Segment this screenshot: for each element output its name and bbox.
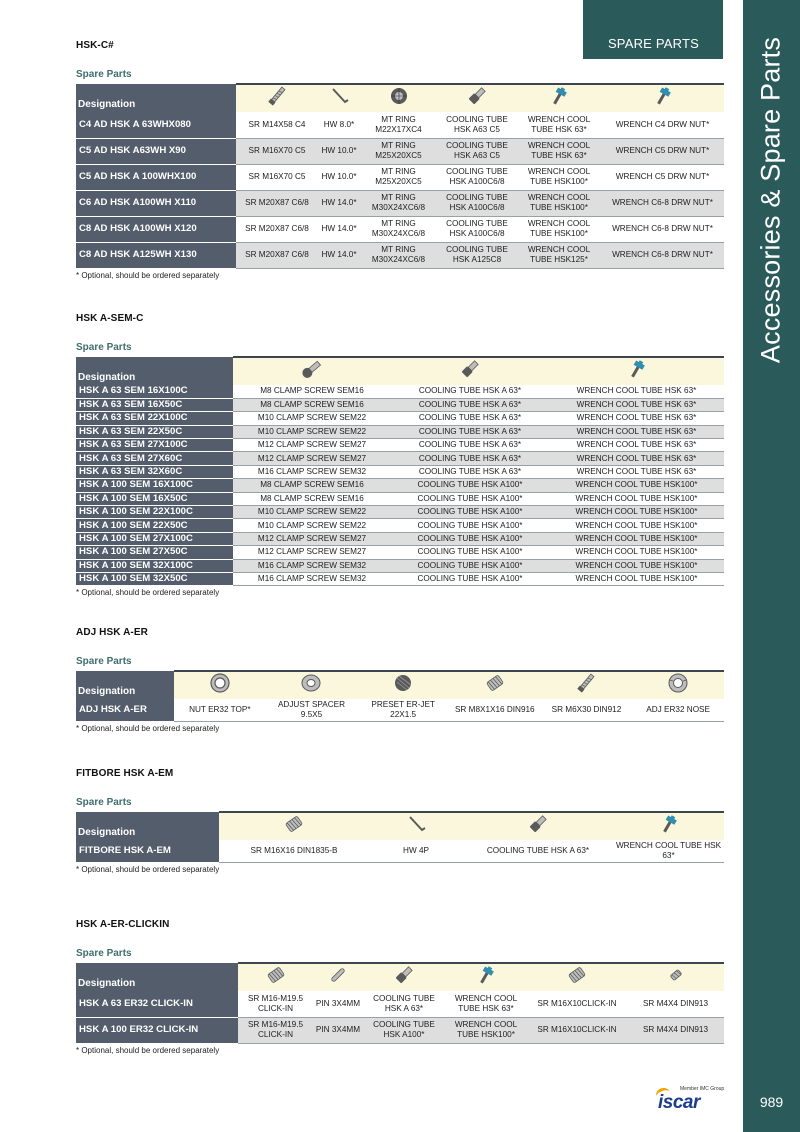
part-cell: COOLING TUBE HSK A100* [391, 572, 549, 585]
designation-cell: C4 AD HSK A 63WHX080 [76, 112, 236, 138]
cooling-tube-icon [463, 85, 491, 112]
part-cell: M10 CLAMP SCREW SEM22 [233, 519, 391, 532]
spare-parts-table [76, 83, 724, 269]
part-icon-cell [632, 671, 724, 699]
part-icon-cell [541, 671, 633, 699]
table-row [76, 425, 724, 438]
table-row [76, 412, 724, 425]
designation-cell: HSK A 63 SEM 27X60C [76, 452, 233, 465]
screw-icon [263, 85, 291, 112]
part-cell: WRENCH COOL TUBE HSK100* [517, 190, 601, 216]
part-cell: WRENCH COOL TUBE HSK 63* [549, 412, 724, 425]
part-cell: HW 4P [369, 840, 463, 863]
part-cell: COOLING TUBE HSK A100* [391, 532, 549, 545]
part-icon-cell [233, 357, 391, 385]
table-row [76, 572, 724, 585]
part-cell: WRENCH COOL TUBE HSK100* [445, 1017, 527, 1043]
part-cell: COOLING TUBE HSK A100C6/8 [437, 164, 517, 190]
part-cell: WRENCH COOL TUBE HSK 63* [549, 398, 724, 411]
hex-key-icon [325, 85, 353, 112]
designation-cell: HSK A 63 SEM 32X60C [76, 465, 233, 478]
part-cell: COOLING TUBE HSK A100* [391, 479, 549, 492]
table-row [76, 398, 724, 411]
side-title-area [743, 0, 800, 420]
part-cell: COOLING TUBE HSK A 63* [391, 439, 549, 452]
table-row [76, 190, 724, 216]
section-subtitle: Spare Parts [76, 656, 132, 667]
table-row [76, 546, 724, 559]
part-icon-cell [549, 357, 724, 385]
designation-cell: C5 AD HSK A 100WHX100 [76, 164, 236, 190]
designation-header: Designation [76, 963, 238, 991]
part-cell: COOLING TUBE HSK A63 C5 [437, 138, 517, 164]
designation-cell: C8 AD HSK A100WH X120 [76, 216, 236, 242]
part-cell: WRENCH COOL TUBE HSK 63* [445, 991, 527, 1017]
part-cell: PIN 3X4MM [313, 1017, 363, 1043]
part-cell: M16 CLAMP SCREW SEM32 [233, 559, 391, 572]
section-subtitle: Spare Parts [76, 948, 132, 959]
part-cell: WRENCH COOL TUBE HSK125* [517, 242, 601, 268]
designation-cell: HSK A 63 SEM 22X50C [76, 425, 233, 438]
part-cell: WRENCH COOL TUBE HSK100* [549, 492, 724, 505]
part-cell: COOLING TUBE HSK A125C8 [437, 242, 517, 268]
part-cell: WRENCH COOL TUBE HSK100* [549, 519, 724, 532]
spare-parts-table [76, 670, 724, 722]
footnote: * Optional, should be ordered separately [76, 724, 220, 733]
small-screw-icon [662, 964, 690, 991]
table-row [76, 506, 724, 519]
part-cell: WRENCH COOL TUBE HSK 63* [549, 465, 724, 478]
designation-cell: HSK A 100 SEM 22X100C [76, 506, 233, 519]
iscar-logo [658, 1088, 724, 1112]
part-cell: WRENCH C5 DRW NUT* [601, 138, 724, 164]
part-icon-cell [601, 84, 724, 112]
part-cell: SR M20X87 C6/8 [236, 190, 318, 216]
spare-parts-table [76, 811, 724, 863]
part-cell: WRENCH COOL TUBE HSK100* [517, 164, 601, 190]
table-row [76, 138, 724, 164]
section-title: HSK A-ER-CLICKIN [76, 919, 170, 930]
part-cell: SR M16X70 C5 [236, 138, 318, 164]
part-cell: M10 CLAMP SCREW SEM22 [233, 506, 391, 519]
part-cell: COOLING TUBE HSK A 63* [391, 398, 549, 411]
part-cell: M10 CLAMP SCREW SEM22 [233, 425, 391, 438]
table-row [76, 216, 724, 242]
table-row [76, 1017, 724, 1043]
part-cell: M8 CLAMP SCREW SEM16 [233, 492, 391, 505]
screw-icon [572, 672, 600, 699]
part-cell: WRENCH C6-8 DRW NUT* [601, 216, 724, 242]
table-row [76, 991, 724, 1017]
table-row [76, 242, 724, 268]
part-cell: WRENCH COOL TUBE HSK 63* [549, 452, 724, 465]
part-cell: SR M16-M19.5 CLICK-IN [238, 1017, 313, 1043]
pin-icon [324, 964, 352, 991]
part-cell: NUT ER32 TOP* [174, 699, 266, 722]
spare-parts-table [76, 356, 724, 586]
table-row [76, 840, 724, 863]
set-screw-icon [481, 672, 509, 699]
logo-wordmark: iscar [658, 1092, 700, 1113]
part-icon-cell [437, 84, 517, 112]
part-cell: M12 CLAMP SCREW SEM27 [233, 532, 391, 545]
spare-parts-table [76, 962, 724, 1044]
table-row [76, 559, 724, 572]
set-screw-icon [563, 964, 591, 991]
table-row [76, 492, 724, 505]
designation-cell: HSK A 100 SEM 27X100C [76, 532, 233, 545]
part-cell: WRENCH C6-8 DRW NUT* [601, 242, 724, 268]
part-cell: WRENCH COOL TUBE HSK 63* [517, 112, 601, 138]
part-cell: M16 CLAMP SCREW SEM32 [233, 465, 391, 478]
part-cell: WRENCH COOL TUBE HSK 63* [613, 840, 724, 863]
wrench-icon [655, 813, 683, 840]
section-subtitle: Spare Parts [76, 342, 132, 353]
part-cell: WRENCH COOL TUBE HSK100* [549, 546, 724, 559]
part-cell: M8 CLAMP SCREW SEM16 [233, 479, 391, 492]
part-cell: WRENCH COOL TUBE HSK100* [549, 532, 724, 545]
part-icon-cell [517, 84, 601, 112]
cooling-tube-icon [524, 813, 552, 840]
part-cell: SR M8X1X16 DIN916 [449, 699, 541, 722]
part-cell: SR M20X87 C6/8 [236, 216, 318, 242]
section-title: ADJ HSK A-ER [76, 627, 148, 638]
part-cell: WRENCH COOL TUBE HSK 63* [549, 385, 724, 398]
cooling-tube-icon [390, 964, 418, 991]
designation-cell: ADJ HSK A-ER [76, 699, 174, 722]
designation-cell: HSK A 100 SEM 22X50C [76, 519, 233, 532]
section-title: HSK-C# [76, 40, 114, 51]
part-icon-cell [627, 963, 724, 991]
designation-cell: FITBORE HSK A-EM [76, 840, 219, 863]
part-icon-cell [527, 963, 627, 991]
part-cell: COOLING TUBE HSK A 63* [391, 465, 549, 478]
table-row [76, 465, 724, 478]
part-cell: M12 CLAMP SCREW SEM27 [233, 439, 391, 452]
part-icon-cell [357, 671, 449, 699]
part-cell: PIN 3X4MM [313, 991, 363, 1017]
footnote: * Optional, should be ordered separately [76, 865, 220, 874]
part-cell: COOLING TUBE HSK A100* [391, 506, 549, 519]
part-icon-cell [363, 963, 445, 991]
part-cell: HW 8.0* [318, 112, 360, 138]
part-cell: COOLING TUBE HSK A100C6/8 [437, 190, 517, 216]
designation-cell: HSK A 100 SEM 16X50C [76, 492, 233, 505]
part-cell: M12 CLAMP SCREW SEM27 [233, 452, 391, 465]
part-cell: MT RING M25X20XC5 [360, 164, 437, 190]
part-cell: WRENCH COOL TUBE HSK100* [549, 572, 724, 585]
part-cell: WRENCH C4 DRW NUT* [601, 112, 724, 138]
part-cell: HW 10.0* [318, 138, 360, 164]
part-cell: SR M16X10CLICK-IN [527, 991, 627, 1017]
part-cell: HW 14.0* [318, 190, 360, 216]
part-cell: MT RING M25X20XC5 [360, 138, 437, 164]
part-cell: ADJUST SPACER 9.5X5 [266, 699, 358, 722]
set-screw-icon [262, 964, 290, 991]
part-icon-cell [174, 671, 266, 699]
section-adj-hsk-a-er [76, 627, 724, 733]
designation-cell: HSK A 63 SEM 16X50C [76, 398, 233, 411]
part-cell: PRESET ER-JET 22X1.5 [357, 699, 449, 722]
part-cell: WRENCH COOL TUBE HSK 63* [549, 439, 724, 452]
part-cell: COOLING TUBE HSK A 63* [363, 991, 445, 1017]
part-icon-cell [266, 671, 358, 699]
part-cell: COOLING TUBE HSK A100* [391, 492, 549, 505]
part-cell: WRENCH COOL TUBE HSK100* [549, 559, 724, 572]
part-cell: SR M20X87 C6/8 [236, 242, 318, 268]
footnote: * Optional, should be ordered separately [76, 270, 220, 280]
section-hsk-c [76, 40, 724, 280]
table-row [76, 532, 724, 545]
logo-member-text: Member IMC Group [680, 1086, 725, 1092]
mt-ring-icon [385, 85, 413, 112]
part-cell: M12 CLAMP SCREW SEM27 [233, 546, 391, 559]
part-cell: SR M16-M19.5 CLICK-IN [238, 991, 313, 1017]
table-row [76, 699, 724, 722]
page-number: 989 [759, 1094, 784, 1110]
section-subtitle: Spare Parts [76, 797, 132, 808]
part-icon-cell [219, 812, 369, 840]
section-fitbore-hsk-a-em [76, 768, 724, 874]
part-cell: HW 14.0* [318, 242, 360, 268]
part-cell: MT RING M30X24XC6/8 [360, 190, 437, 216]
table-row [76, 479, 724, 492]
part-cell: COOLING TUBE HSK A 63* [463, 840, 613, 863]
part-cell: M8 CLAMP SCREW SEM16 [233, 385, 391, 398]
designation-cell: C5 AD HSK A63WH X90 [76, 138, 236, 164]
part-cell: MT RING M30X24XC6/8 [360, 242, 437, 268]
part-cell: COOLING TUBE HSK A 63* [391, 412, 549, 425]
designation-header: Designation [76, 812, 219, 840]
clamp-screw-icon [298, 358, 326, 385]
wrench-icon [472, 964, 500, 991]
part-cell: WRENCH C6-8 DRW NUT* [601, 190, 724, 216]
part-icon-cell [613, 812, 724, 840]
table-row [76, 519, 724, 532]
part-cell: SR M4X4 DIN913 [627, 1017, 724, 1043]
side-title: Accessories & Spare Parts [755, 36, 786, 364]
footnote: * Optional, should be ordered separately [76, 1045, 220, 1055]
part-cell: WRENCH COOL TUBE HSK 63* [517, 138, 601, 164]
part-cell: HW 10.0* [318, 164, 360, 190]
part-cell: M8 CLAMP SCREW SEM16 [233, 398, 391, 411]
designation-cell: HSK A 100 ER32 CLICK-IN [76, 1017, 238, 1043]
part-cell: SR M14X58 C4 [236, 112, 318, 138]
part-cell: WRENCH COOL TUBE HSK100* [549, 479, 724, 492]
table-row [76, 385, 724, 398]
part-icon-cell [449, 671, 541, 699]
header-label: SPARE PARTS [607, 36, 699, 51]
part-cell: COOLING TUBE HSK A 63* [391, 425, 549, 438]
part-cell: SR M16X10CLICK-IN [527, 1017, 627, 1043]
designation-cell: HSK A 100 SEM 27X50C [76, 546, 233, 559]
table-row [76, 452, 724, 465]
part-cell: WRENCH COOL TUBE HSK100* [517, 216, 601, 242]
hex-key-icon [402, 813, 430, 840]
part-icon-cell [238, 963, 313, 991]
designation-header: Designation [76, 671, 174, 699]
designation-cell: C8 AD HSK A125WH X130 [76, 242, 236, 268]
part-cell: MT RING M30X24XC6/8 [360, 216, 437, 242]
wrench-icon [623, 358, 651, 385]
section-title: FITBORE HSK A-EM [76, 768, 174, 779]
section-subtitle: Spare Parts [76, 69, 132, 80]
set-screw-icon [280, 813, 308, 840]
part-cell: COOLING TUBE HSK A100* [391, 519, 549, 532]
wrench-icon [545, 85, 573, 112]
part-cell: M16 CLAMP SCREW SEM32 [233, 572, 391, 585]
designation-header: Designation [76, 84, 236, 112]
part-cell: COOLING TUBE HSK A 63* [391, 385, 549, 398]
designation-cell: HSK A 63 SEM 22X100C [76, 412, 233, 425]
part-cell: WRENCH C5 DRW NUT* [601, 164, 724, 190]
designation-cell: HSK A 100 SEM 32X100C [76, 559, 233, 572]
part-icon-cell [369, 812, 463, 840]
part-cell: SR M16X16 DIN1835-B [219, 840, 369, 863]
cooling-tube-icon [456, 358, 484, 385]
part-cell: COOLING TUBE HSK A100* [363, 1017, 445, 1043]
table-row [76, 112, 724, 138]
part-cell: SR M4X4 DIN913 [627, 991, 724, 1017]
part-cell: WRENCH COOL TUBE HSK 63* [549, 425, 724, 438]
part-cell: HW 14.0* [318, 216, 360, 242]
table-row [76, 164, 724, 190]
designation-header: Designation [76, 357, 233, 385]
part-cell: COOLING TUBE HSK A100* [391, 546, 549, 559]
part-cell: WRENCH COOL TUBE HSK100* [549, 506, 724, 519]
preset-nut-icon [389, 672, 417, 699]
part-cell: M10 CLAMP SCREW SEM22 [233, 412, 391, 425]
designation-cell: C6 AD HSK A100WH X110 [76, 190, 236, 216]
part-icon-cell [313, 963, 363, 991]
nut-icon [206, 672, 234, 699]
nose-nut-icon [664, 672, 692, 699]
part-cell: COOLING TUBE HSK A100* [391, 559, 549, 572]
part-cell: SR M6X30 DIN912 [541, 699, 633, 722]
designation-cell: HSK A 100 SEM 32X50C [76, 572, 233, 585]
part-icon-cell [318, 84, 360, 112]
designation-cell: HSK A 63 SEM 27X100C [76, 439, 233, 452]
designation-cell: HSK A 63 SEM 16X100C [76, 385, 233, 398]
designation-cell: HSK A 100 SEM 16X100C [76, 479, 233, 492]
section-hsk-a-sem-c [76, 313, 724, 597]
part-cell: COOLING TUBE HSK A63 C5 [437, 112, 517, 138]
part-cell: ADJ ER32 NOSE [632, 699, 724, 722]
part-icon-cell [391, 357, 549, 385]
part-cell: MT RING M22X17XC4 [360, 112, 437, 138]
table-row [76, 439, 724, 452]
part-icon-cell [360, 84, 437, 112]
wrench-icon [649, 85, 677, 112]
part-cell: COOLING TUBE HSK A 63* [391, 452, 549, 465]
footnote: * Optional, should be ordered separately [76, 588, 220, 598]
section-hsk-a-er-clickin [76, 919, 724, 1055]
part-icon-cell [236, 84, 318, 112]
spacer-icon [297, 672, 325, 699]
designation-cell: HSK A 63 ER32 CLICK-IN [76, 991, 238, 1017]
part-icon-cell [445, 963, 527, 991]
section-title: HSK A-SEM-C [76, 313, 144, 324]
part-icon-cell [463, 812, 613, 840]
part-cell: COOLING TUBE HSK A100C6/8 [437, 216, 517, 242]
part-cell: SR M16X70 C5 [236, 164, 318, 190]
